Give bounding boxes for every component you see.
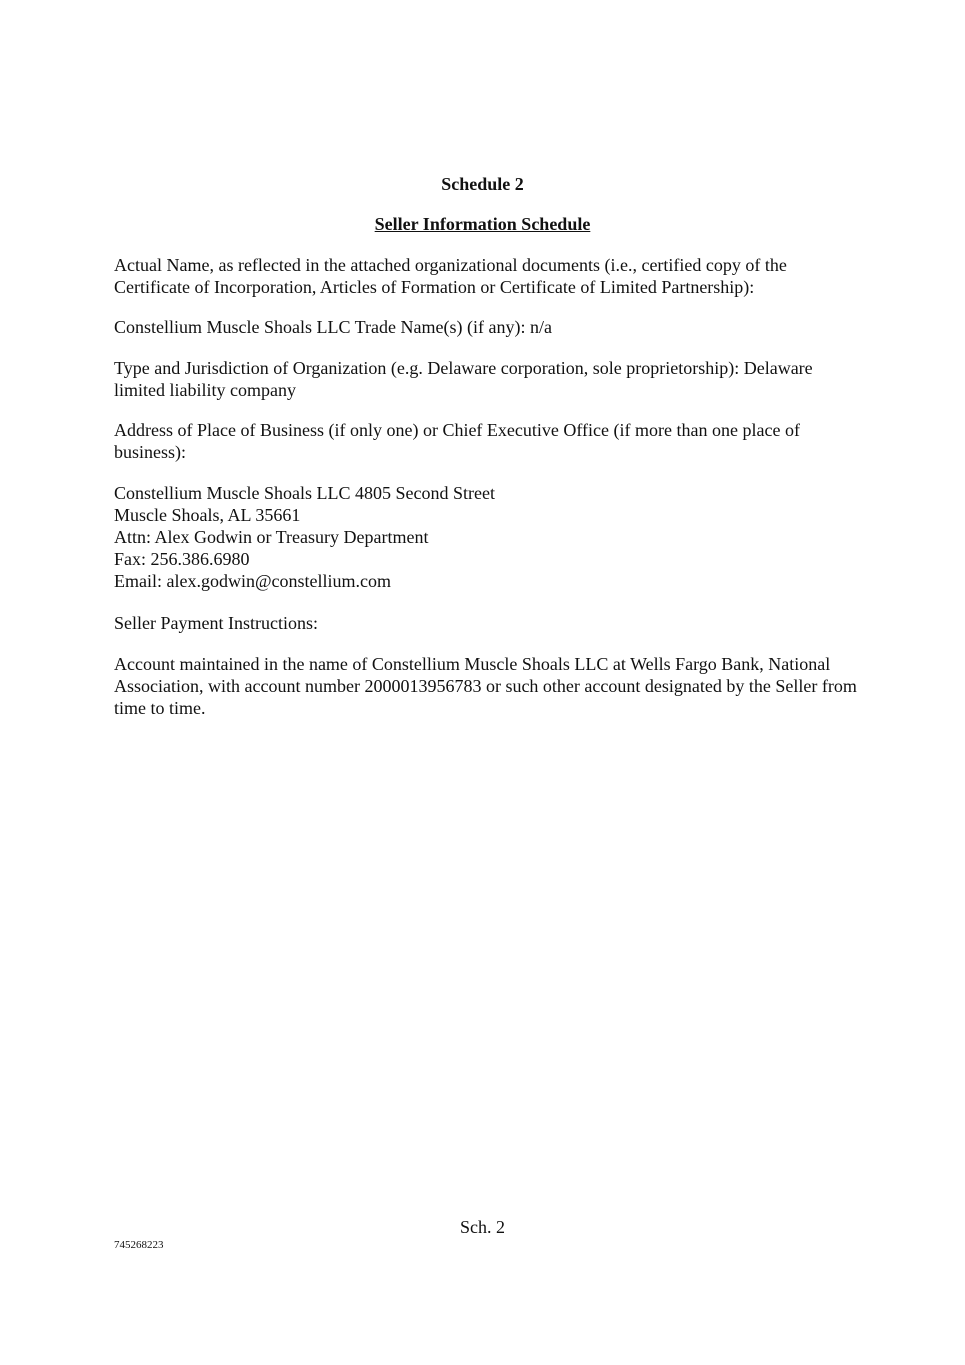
page-number: Sch. 2 xyxy=(460,1217,505,1237)
address-line-email: Email: alex.godwin@constellium.com xyxy=(114,571,392,591)
trade-name-paragraph: Constellium Muscle Shoals LLC Trade Name(s) (if any): n/a xyxy=(114,317,552,337)
document-id: 745268223 xyxy=(114,1239,164,1251)
schedule-title: Schedule 2 xyxy=(441,174,524,194)
address-line-city: Muscle Shoals, AL 35661 xyxy=(114,505,301,525)
address-heading-paragraph: Address of Place of Business (if only one) or Chief Executive Office (if more than one place of business): xyxy=(114,420,800,462)
payment-heading: Seller Payment Instructions: xyxy=(114,613,318,633)
address-line-company: Constellium Muscle Shoals LLC 4805 Second Street xyxy=(114,483,495,503)
address-block xyxy=(114,482,859,592)
address-line-fax: Fax: 256.386.6980 xyxy=(114,549,250,569)
address-line-attn: Attn: Alex Godwin or Treasury Department xyxy=(114,527,429,547)
payment-instructions: Account maintained in the name of Constellium Muscle Shoals LLC at Wells Fargo Bank, National Association, with account number 2000013956783 or such other account designated by the Seller from time to time. xyxy=(114,654,857,718)
schedule-subtitle: Seller Information Schedule xyxy=(374,214,591,234)
actual-name-paragraph: Actual Name, as reflected in the attached organizational documents (i.e., certified copy of the Certificate of Incorporation, Articles of Formation or Certificate of Limited Partnership): xyxy=(114,255,787,297)
organization-type-paragraph: Type and Jurisdiction of Organization (e.g. Delaware corporation, sole proprietorship): Delaware limited liability company xyxy=(114,358,813,400)
